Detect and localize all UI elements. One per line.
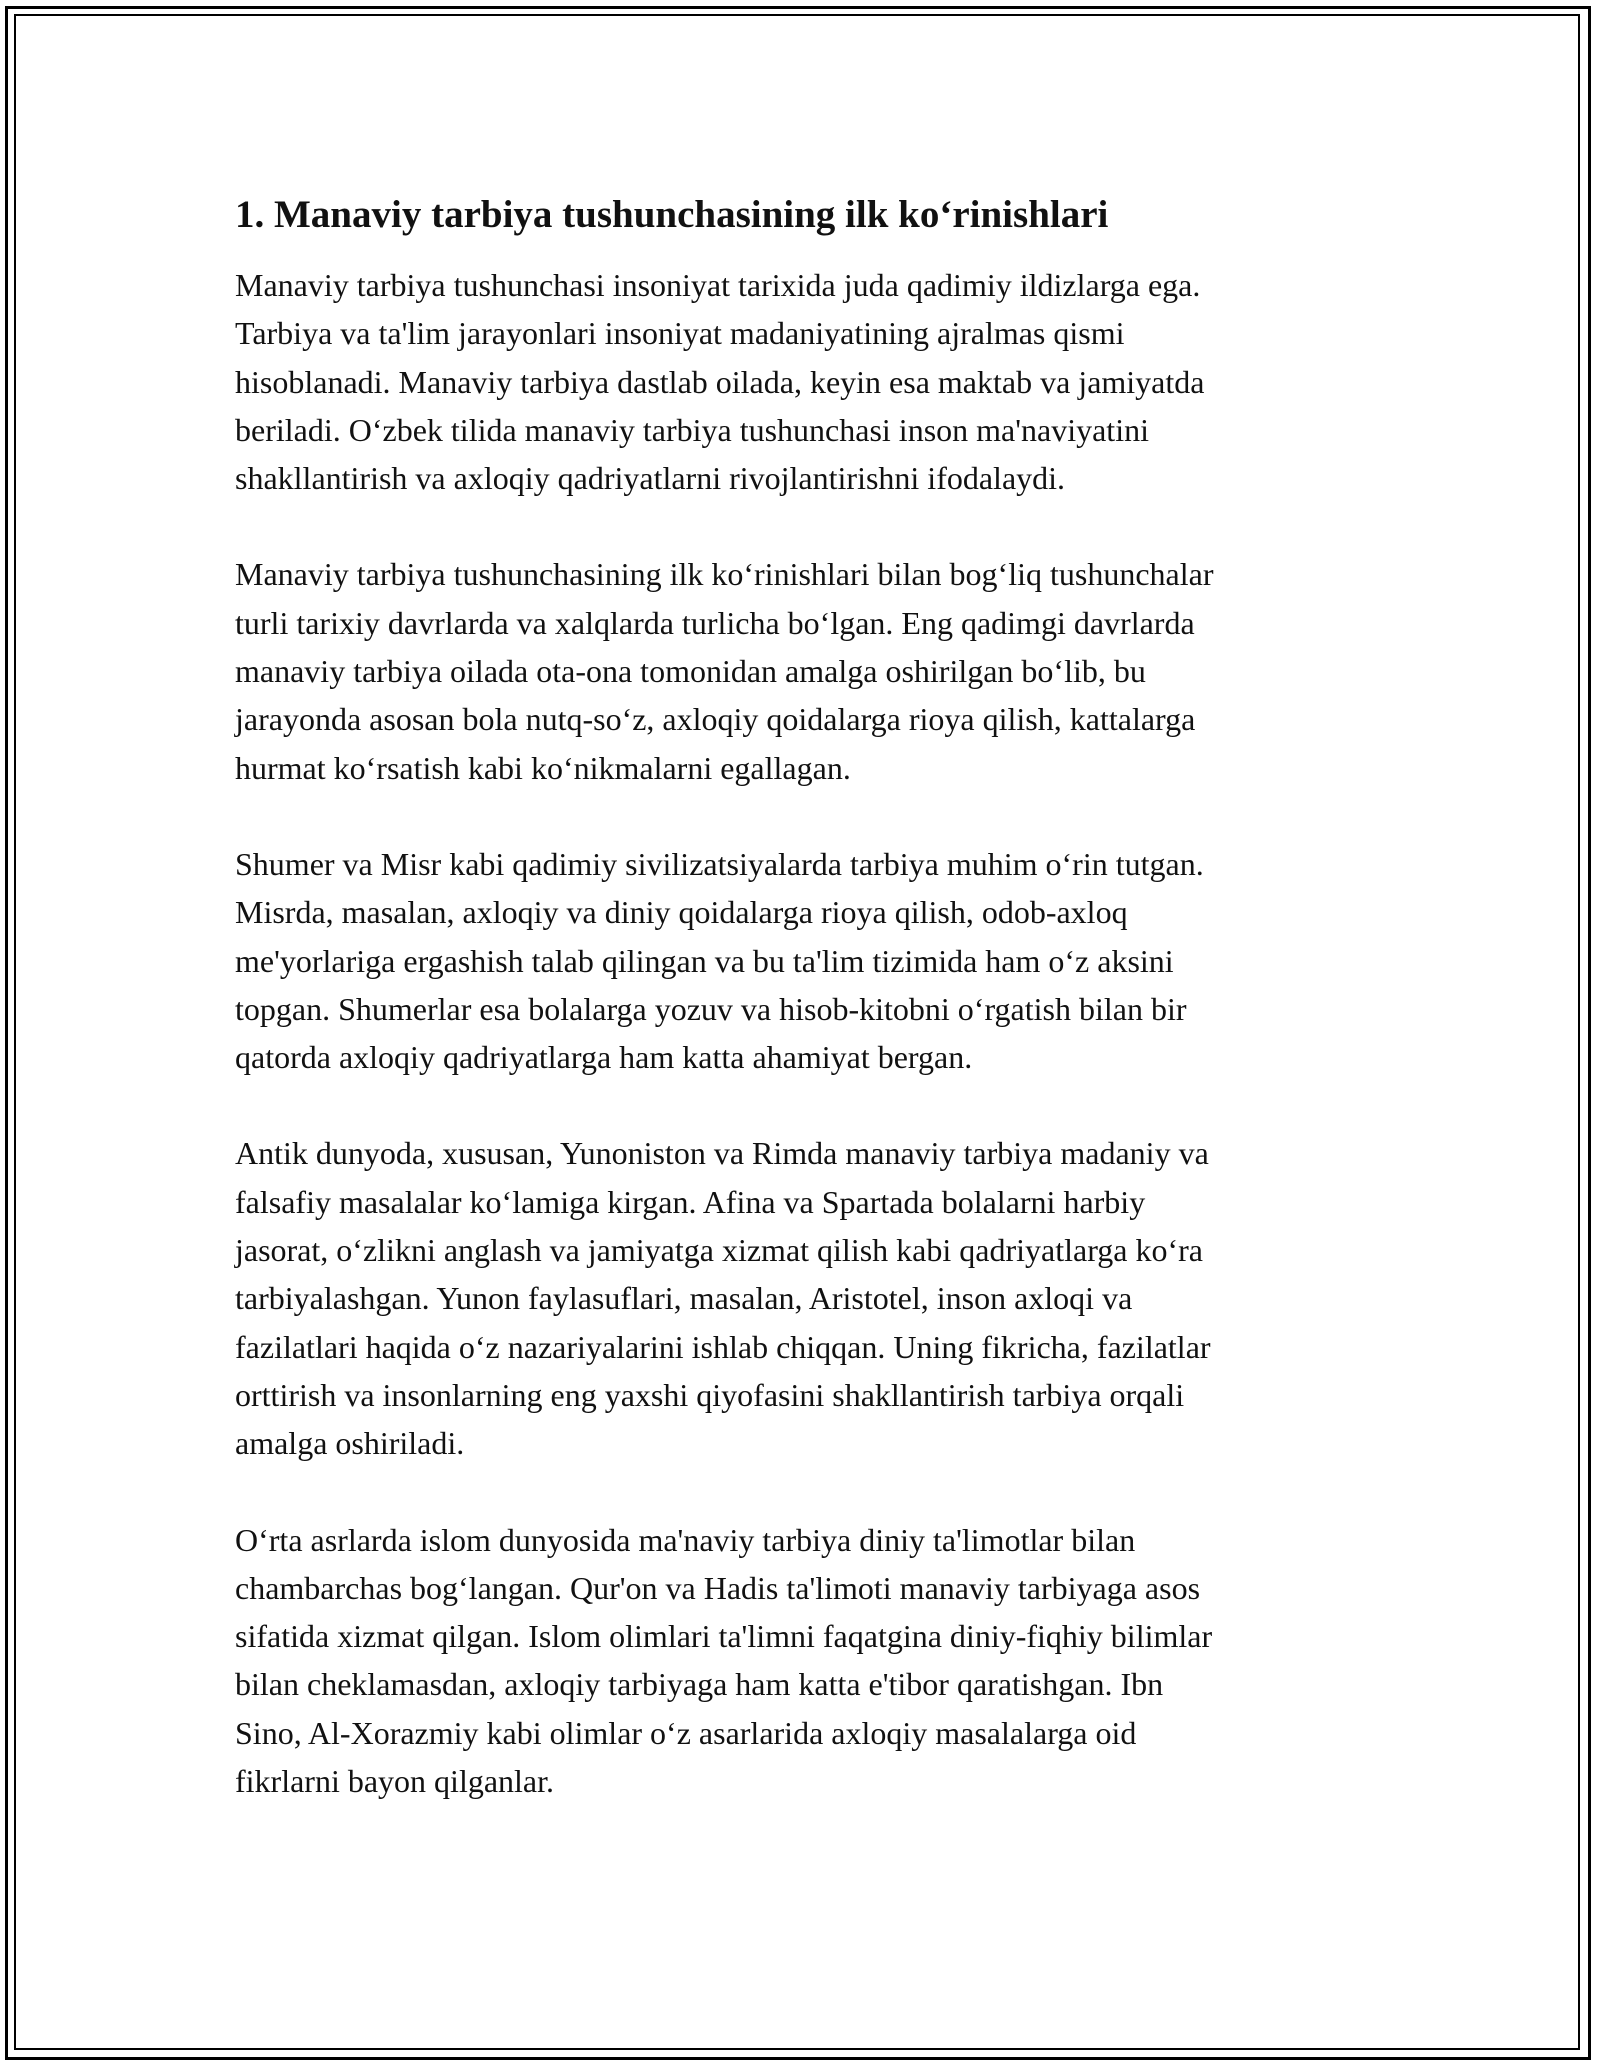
- paragraph-1: Manaviy tarbiya tushunchasi insoniyat tarixida juda qadimiy ildizlarga ega. Tarbiya va ta'lim jarayonlari insoniyat madaniyatining ajralmas qismi hisoblanadi. Manaviy tarbiya dastlab oilada, keyin esa maktab va jamiyatda beriladi. Oʻzbek tilida manaviy tarbiya tushunchasi inson ma'naviyatini shakllantirish va axloqiy qadriyatlarni rivojlantirishni ifodalaydi.: [235, 267, 1205, 497]
- document-body: [235, 185, 1375, 1853]
- paragraph-2: Manaviy tarbiya tushunchasining ilk koʻrinishlari bilan bogʻliq tushunchalar turli tarixiy davrlarda va xalqlarda turlicha boʻlgan. Eng qadimgi davrlarda manaviy tarbiya oilada ota-ona tomonidan amalga oshirilgan boʻlib, bu jarayonda asosan bola nutq-soʻz, axloqiy qoidalarga rioya qilish, kattalarga hurmat koʻrsatish kabi koʻnikmalarni egallagan.: [235, 556, 1214, 786]
- paragraph-3: Shumer va Misr kabi qadimiy sivilizatsiyalarda tarbiya muhim oʻrin tutgan. Misrda, masalan, axloqiy va diniy qoidalarga rioya qilish, odob-axloq me'yorlariga ergashish talab qilingan va bu ta'lim tizimida ham oʻz aksini topgan. Shumerlar esa bolalarga yozuv va hisob-kitobni oʻrgatish bilan bir qatorda axloqiy qadriyatlarga ham katta ahamiyat bergan.: [235, 845, 1204, 1076]
- paragraph-4: Antik dunyoda, xususan, Yunoniston va Rimda manaviy tarbiya madaniy va falsafiy masalalar koʻlamiga kirgan. Afina va Spartada bolalarni harbiy jasorat, oʻzlikni anglash va jamiyatga xizmat qilish kabi qadriyatlarga koʻra tarbiyalashgan. Yunon faylasuflari, masalan, Aristotel, inson axloqi va fazilatlari haqida oʻz nazariyalarini ishlab chiqqan. Uning fikricha, fazilatlar orttirish va insonlarning eng yaxshi qiyofasini shakllantirish tarbiya orqali amalga oshiriladi.: [235, 1135, 1211, 1462]
- paragraph-5: Oʻrta asrlarda islom dunyosida ma'naviy tarbiya diniy ta'limotlar bilan chambarchas bogʻlangan. Qur'on va Hadis ta'limoti manaviy tarbiyaga asos sifatida xizmat qilgan. Islom olimlari ta'limni faqatgina diniy-fiqhiy bilimlar bilan cheklamasdan, axloqiy tarbiyaga ham katta e'tibor qaratishgan. Ibn Sino, Al-Xorazmiy kabi olimlar oʻz asarlarida axloqiy masalalarga oid fikrlarni bayon qilganlar.: [235, 1521, 1213, 1800]
- section-heading: 1. Manaviy tarbiya tushunchasining ilk koʻrinishlari: [235, 193, 1109, 236]
